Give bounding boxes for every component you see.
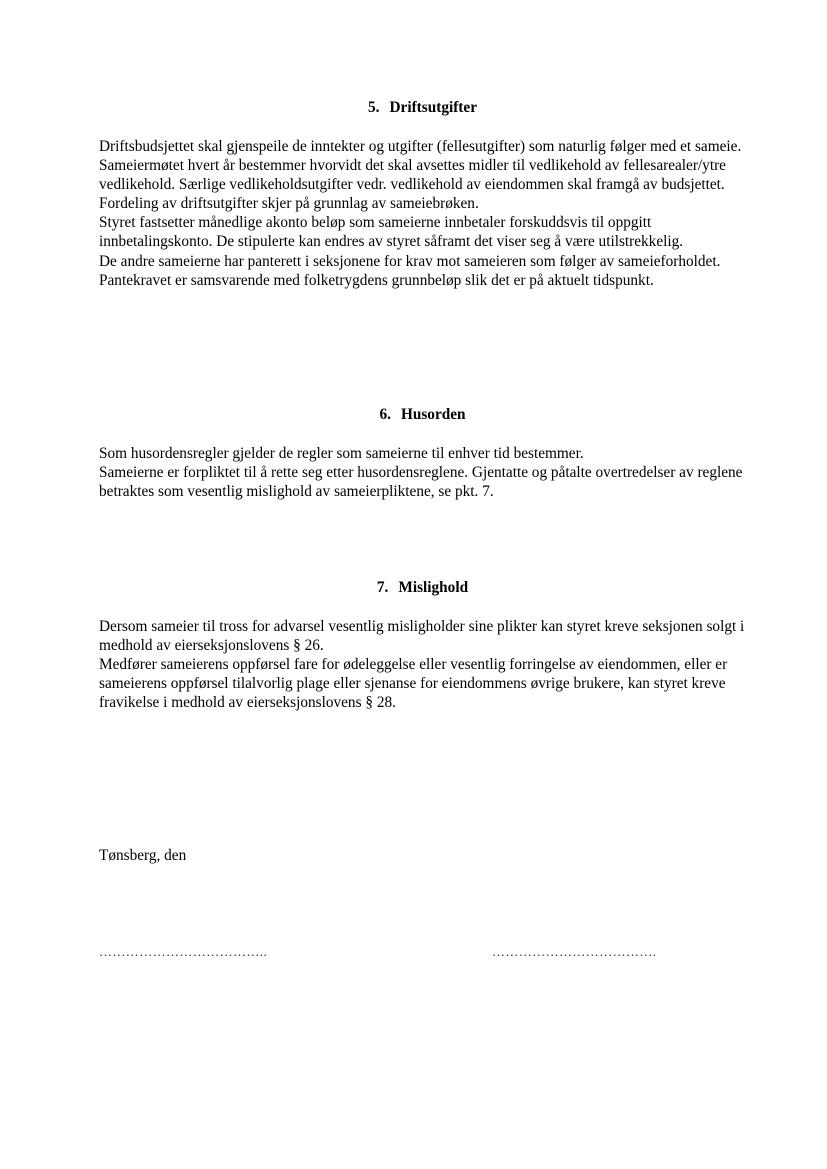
section-5-heading: [99, 98, 746, 117]
section-6-number: 6.: [379, 406, 391, 423]
section-6-title: Husorden: [400, 406, 466, 423]
signature-line-left: ………………………………..: [99, 944, 268, 959]
section-7-paragraph-2: Medfører sameierens oppførsel fare for ødeleggelse eller vesentlig forringelse av eiendommen, eller er sameierens oppførsel tilalvorlig plage eller sjenanse for eiendommens øvrige brukere, kan styret kreve fravikelse i medhold av eierseksjonslovens § 28.: [99, 656, 728, 712]
section-5-paragraph-1: Driftsbudsjettet skal gjenspeile de inntekter og utgifter (fellesutgifter) som naturlig følger med et sameie. Sameiermøtet hvert år bestemmer hvorvidt det skal avsettes midler til vedlikehold av fellesarealer/ytre vedlikehold. Særlige vedlikeholdsutgifter vedr. vedlikehold av eiendommen skal framgå av budsjettet. Fordeling av driftsutgifter skjer på grunnlag av sameiebrøken.: [99, 138, 742, 213]
section-5-paragraph-3: De andre sameierne har panterett i seksjonene for krav mot sameieren som følger av sameieforholdet. Pantekravet er samsvarende med folketrygdens grunnbeløp slik det er på aktuelt tidspunkt.: [99, 252, 721, 289]
section-5-paragraph-2: Styret fastsetter månedlige akonto beløp som sameierne innbetaler forskuddsvis til oppgitt innbetalingskonto. De stipulerte kan endres av styret såframt det viser seg å være utilstrekkelig.: [99, 214, 684, 251]
section-5-title: Driftsutgifter: [389, 99, 477, 116]
section-5-number: 5.: [368, 99, 380, 116]
place-date-line: Tønsberg, den: [99, 847, 187, 864]
section-6-heading: [99, 405, 746, 424]
section-6-paragraph-2: Sameierne er forpliktet til å rette seg etter husordensreglene. Gjentatte og påtalte overtredelser av reglene betraktes som vesentlig mislighold av sameierpliktene, se pkt. 7.: [99, 464, 743, 501]
section-5-body: [99, 137, 749, 290]
section-7-paragraph-1: Dersom sameier til tross for advarsel vesentlig misligholder sine plikter kan styret kreve seksjonen solgt i medhold av eierseksjonslovens § 26.: [99, 618, 745, 655]
section-7-number: 7.: [376, 579, 389, 596]
section-6-body: [99, 444, 749, 501]
section-7-heading: [99, 578, 746, 597]
section-6-paragraph-1: Som husordensregler gjelder de regler som sameierne til enhver tid bestemmer.: [99, 445, 584, 462]
signature-line-right: ……………………………….: [492, 944, 657, 959]
section-7-title: Mislighold: [398, 579, 469, 596]
section-7-body: [99, 617, 749, 712]
